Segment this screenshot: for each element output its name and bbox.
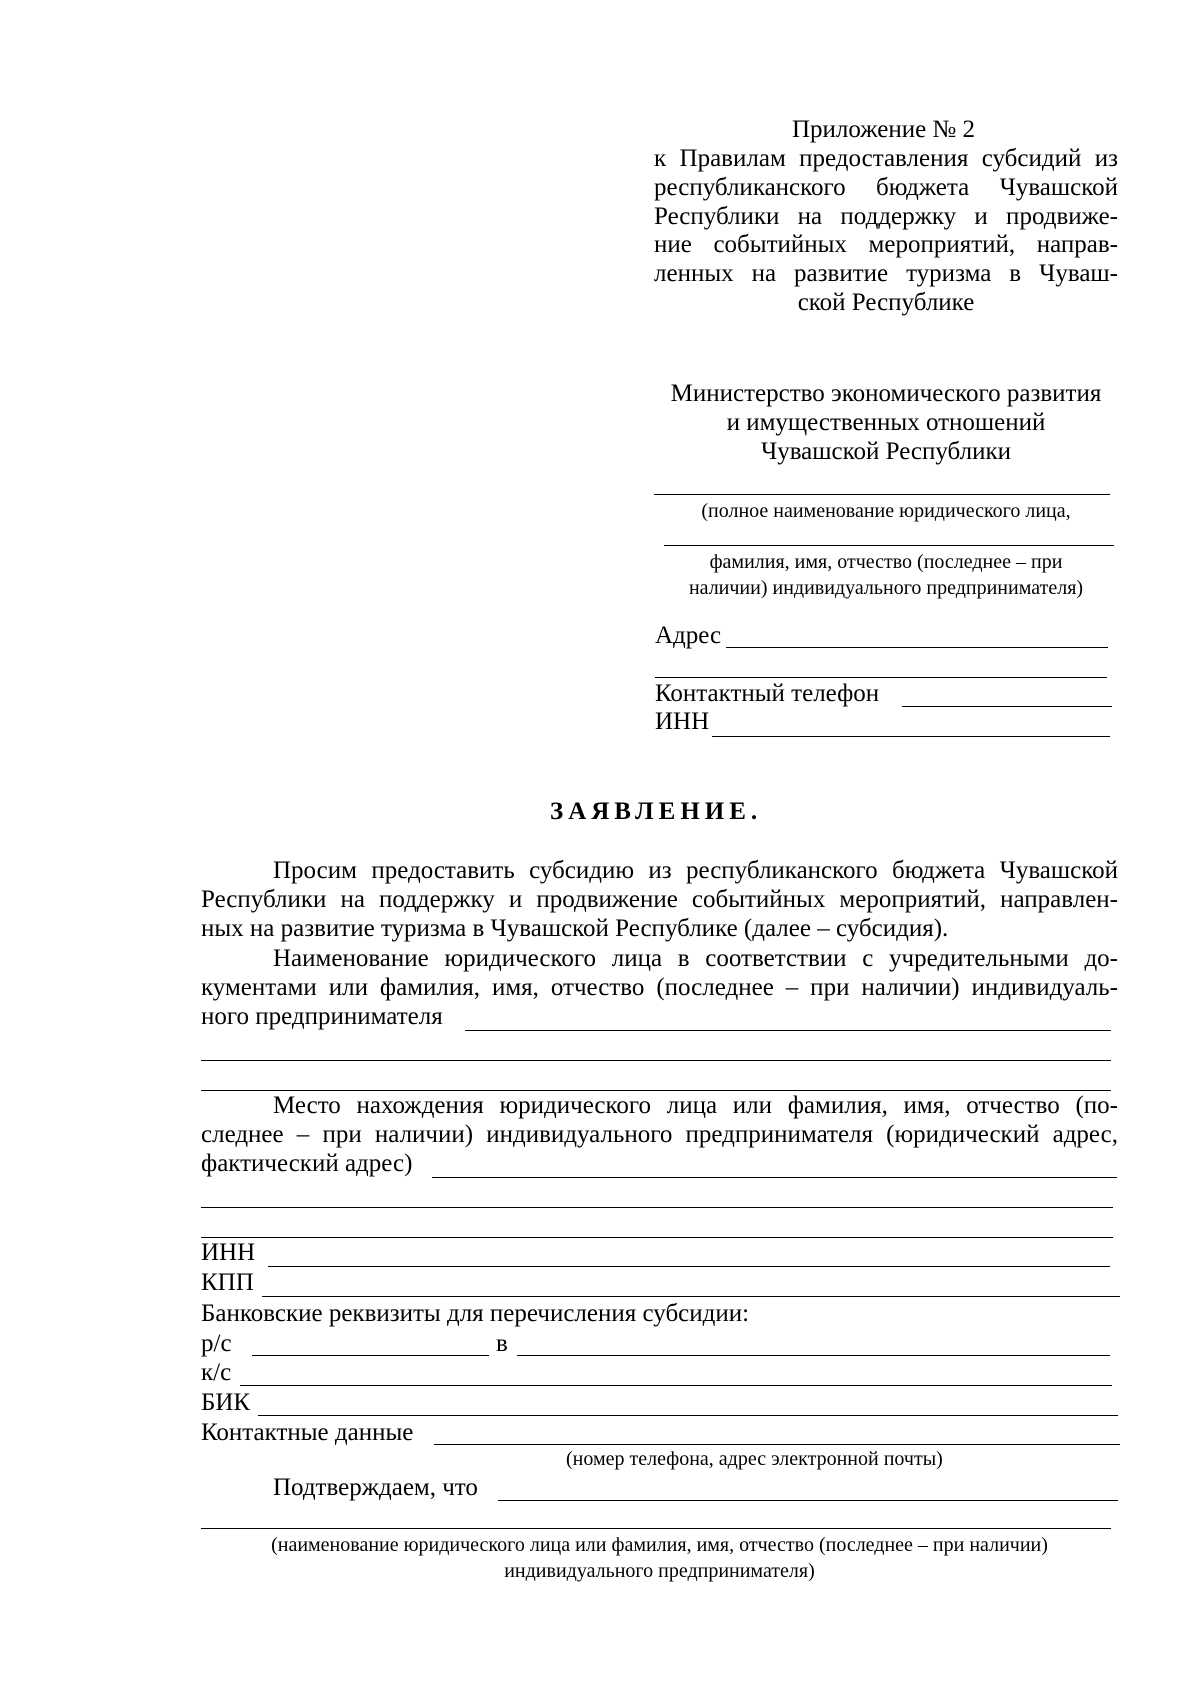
rs-field[interactable]	[252, 1355, 489, 1356]
phone-field[interactable]	[902, 706, 1112, 707]
paragraph-request	[201, 857, 1118, 943]
contacts-hint: (номер телефона, адрес электронной почты)	[566, 1448, 943, 1470]
location-field[interactable]	[432, 1177, 1117, 1178]
confirm-field-2[interactable]	[201, 1528, 1111, 1529]
appendix-line: ленных на развитие туризма в Чуваш-	[654, 260, 1118, 287]
addressee-line: Министерство экономического развития	[670, 380, 1102, 407]
name-field[interactable]	[465, 1030, 1111, 1031]
paragraph-line: Место нахождения юридического лица или фамилия, имя, отчество (по-	[273, 1092, 1118, 1119]
paragraph-location	[201, 1092, 1118, 1178]
bank-name-field[interactable]	[517, 1355, 1110, 1356]
appendix-line: республиканского бюджета Чувашской	[654, 173, 1118, 201]
name-field-3[interactable]	[201, 1090, 1111, 1091]
confirm-label: Подтверждаем, что	[273, 1474, 478, 1501]
rs-label: р/с	[201, 1330, 232, 1357]
ks-label: к/с	[201, 1359, 232, 1386]
inn-field[interactable]	[712, 736, 1110, 737]
document-title: ЗАЯВЛЕНИЕ.	[550, 798, 763, 825]
req-kpp-label: КПП	[201, 1269, 254, 1296]
addressee-line: Чувашской Республики	[760, 437, 1012, 465]
paragraph-line: ных на развитие туризма в Чувашской Республике (далее – субсидия).	[201, 914, 949, 942]
location-field-3[interactable]	[201, 1237, 1113, 1238]
address-label: Адрес	[655, 622, 722, 649]
req-inn-field[interactable]	[268, 1266, 1110, 1267]
applicant-name-line[interactable]	[654, 494, 1110, 495]
addressee-line: и имущественных отношений	[726, 408, 1046, 436]
appendix-line: к Правилам предоставления субсидий из	[654, 145, 1118, 172]
appendix-line: ние событийных мероприятий, направ-	[654, 231, 1118, 259]
appendix-text	[654, 145, 1118, 318]
paragraph-line: фактический адрес)	[201, 1149, 413, 1177]
confirm-field[interactable]	[498, 1500, 1118, 1501]
paragraph-line: ного предпринимателя	[201, 1002, 443, 1030]
paragraph-line: Просим предоставить субсидию из республиканского бюджета Чувашской	[273, 857, 1118, 884]
contacts-field[interactable]	[434, 1444, 1120, 1445]
bank-heading: Банковские реквизиты для перечисления субсидии:	[201, 1300, 750, 1327]
bik-label: БИК	[201, 1389, 251, 1416]
req-inn-label: ИНН	[201, 1239, 256, 1266]
applicant-hint: наличии) индивидуального предпринимателя)	[688, 577, 1084, 599]
address-field-2[interactable]	[655, 677, 1107, 678]
paragraph-line: следнее – при наличии) индивидуального предпринимателя (юридический адрес,	[201, 1120, 1118, 1148]
confirm-hint: (наименование юридического лица или фамилия, имя, отчество (последнее – при наличии)	[271, 1534, 1048, 1556]
location-field-2[interactable]	[201, 1207, 1113, 1208]
paragraph-line: Республики на поддержку и продвижение событийных мероприятий, направлен-	[201, 885, 1118, 913]
confirm-hint: индивидуального предпринимателя)	[504, 1560, 815, 1582]
bik-field[interactable]	[258, 1415, 1118, 1416]
contacts-label: Контактные данные	[201, 1419, 414, 1446]
inn-label: ИНН	[655, 708, 710, 735]
applicant-hint: (полное наименование юридического лица,	[701, 500, 1071, 522]
name-field-2[interactable]	[201, 1060, 1111, 1061]
bank-in-label: в	[496, 1330, 508, 1357]
phone-label: Контактный телефон	[655, 680, 880, 707]
address-field[interactable]	[726, 647, 1108, 648]
appendix-line: ской Республике	[797, 288, 975, 316]
ks-field[interactable]	[240, 1385, 1112, 1386]
paragraph-name	[201, 945, 1118, 1031]
paragraph-line: кументами или фамилия, имя, отчество (последнее – при наличии) индивидуаль-	[201, 973, 1118, 1001]
appendix-line: Республики на поддержку и продвиже-	[654, 202, 1118, 230]
appendix-title: Приложение № 2	[792, 116, 976, 143]
applicant-hint: фамилия, имя, отчество (последнее – при	[709, 551, 1063, 573]
paragraph-line: Наименование юридического лица в соответствии с учредительными до-	[273, 945, 1118, 972]
addressee	[654, 380, 1118, 466]
applicant-fio-line[interactable]	[664, 545, 1114, 546]
req-kpp-field[interactable]	[262, 1296, 1120, 1297]
